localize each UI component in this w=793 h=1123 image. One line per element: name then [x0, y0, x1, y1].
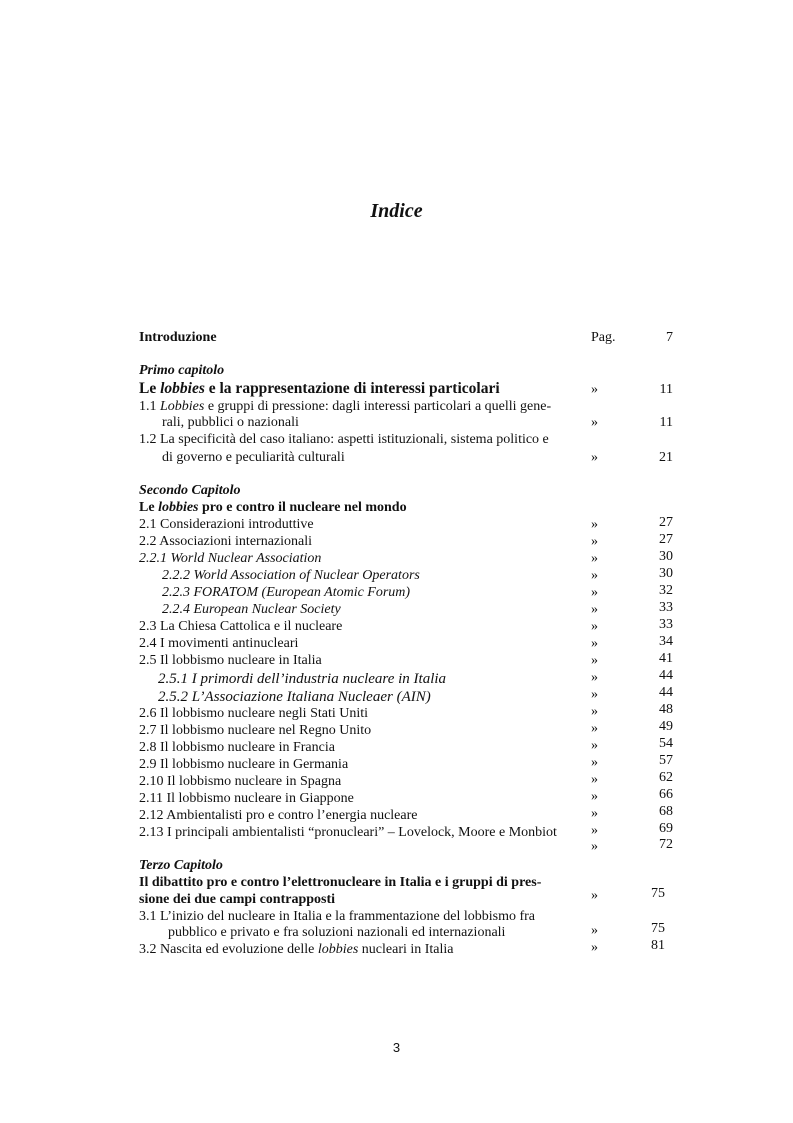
- toc-entry-marker: »: [591, 789, 598, 804]
- toc-entry-marker: »: [591, 721, 598, 736]
- chapter3-heading: [139, 858, 679, 874]
- toc-entry: [139, 653, 679, 669]
- chapter3-title-line1: [139, 875, 679, 891]
- page-number: 3: [392, 1040, 401, 1055]
- chapter2-title-c: pro e contro il nucleare nel mondo: [198, 500, 407, 515]
- toc-entry-page: 54: [659, 736, 673, 751]
- toc-entry-text: 2.4 I movimenti antinucleari: [139, 636, 299, 651]
- toc-entry-extra-marker: »: [591, 839, 598, 854]
- toc-entry-page: 57: [659, 753, 673, 768]
- section-3-1-marker: »: [591, 923, 598, 938]
- toc-entry-text: 2.2.1 World Nuclear Association: [139, 551, 322, 566]
- toc-entry-text: 2.5 Il lobbismo nucleare in Italia: [139, 653, 322, 668]
- toc-entry-page: 49: [659, 719, 673, 734]
- toc-entry-text: 2.3 La Chiesa Cattolica e il nucleare: [139, 619, 343, 634]
- section-3-2-b: lobbies: [317, 942, 359, 957]
- toc-entry-marker: »: [591, 551, 598, 566]
- toc-entry-marker: »: [591, 687, 598, 702]
- section-1-1-line2: [162, 415, 702, 431]
- toc-entry: [139, 534, 679, 550]
- page-title: Indice: [370, 200, 423, 222]
- chapter2-title-a: Le: [139, 500, 159, 515]
- toc-entry-page: 44: [659, 668, 673, 683]
- toc-entry-text: 2.7 Il lobbismo nucleare nel Regno Unito: [139, 723, 372, 738]
- toc-entry-page: 62: [659, 770, 673, 785]
- toc-entry-marker: »: [591, 806, 598, 821]
- section-3-1-a: 3.1 L’inizio del nucleare in Italia e la frammentazione del lobbismo fra: [139, 909, 535, 924]
- toc-entry-page: 34: [659, 634, 673, 649]
- section-1-2-a: 1.2 La specificità del caso italiano: aspetti istituzionali, sistema politico e: [139, 432, 549, 447]
- toc-entry-text: 2.1 Considerazioni introduttive: [139, 517, 314, 532]
- chapter1-title-c: e la rappresentazione di interessi particolari: [204, 380, 500, 397]
- chapter3-title-a: Il dibattito pro e contro l’elettronucleare in Italia e i gruppi di pres-: [139, 875, 542, 890]
- section-1-2-line1: [139, 432, 679, 448]
- toc-entry-text: 2.2.3 FORATOM (European Atomic Forum): [162, 585, 411, 600]
- toc-entry-marker: »: [591, 738, 598, 753]
- toc-entry-page: 30: [659, 566, 673, 581]
- toc-entry-text: 2.6 Il lobbismo nucleare negli Stati Uniti: [139, 706, 369, 721]
- section-1-1-c: rali, pubblici o nazionali: [162, 415, 299, 430]
- section-3-2-page: 81: [651, 938, 665, 953]
- intro-page: 7: [666, 330, 673, 345]
- toc-entry-marker: »: [591, 517, 598, 532]
- toc-entry-page: 30: [659, 549, 673, 564]
- section-1-1-marker: »: [591, 415, 598, 430]
- chapter2-title: [139, 500, 679, 516]
- section-3-2-c: nucleari in Italia: [358, 942, 454, 957]
- toc-entry-page: 41: [659, 651, 673, 666]
- chapter2-title-b: lobbies: [158, 500, 199, 515]
- toc-entry-page: 33: [659, 600, 673, 615]
- chapter3-title-b: sione dei due campi contrapposti: [139, 892, 336, 907]
- section-3-2: [139, 942, 679, 958]
- toc-entry: [162, 568, 702, 584]
- toc-entry: [139, 808, 679, 824]
- toc-entry-page: 68: [659, 804, 673, 819]
- toc-entry-text: 2.2.4 European Nuclear Society: [162, 602, 341, 617]
- section-1-2-marker: »: [591, 450, 598, 465]
- toc-entry-text: 2.8 Il lobbismo nucleare in Francia: [139, 740, 335, 755]
- toc-entry-marker: »: [591, 704, 598, 719]
- intro-label: Introduzione: [139, 330, 217, 345]
- chapter1-heading-text: Primo capitolo: [139, 363, 225, 378]
- toc-entry-marker: »: [591, 755, 598, 770]
- chapter3-title-page: 75: [651, 886, 665, 901]
- toc-entry-marker: »: [591, 585, 598, 600]
- toc-entry-marker: »: [591, 619, 598, 634]
- toc-entry: [139, 757, 679, 773]
- toc-entry-page: 69: [659, 821, 673, 836]
- toc-entry: [139, 774, 679, 790]
- chapter2-heading: [139, 483, 679, 499]
- section-1-2-line2: [162, 450, 702, 466]
- toc-entry-text: 2.10 Il lobbismo nucleare in Spagna: [139, 774, 342, 789]
- toc-entry: [139, 740, 679, 756]
- toc-entry: [162, 585, 702, 601]
- toc-entry: [158, 670, 698, 688]
- toc-entry-page: 27: [659, 532, 673, 547]
- section-1-2-b: di governo e peculiarità culturali: [162, 450, 345, 465]
- section-1-1-a: Lobbies: [160, 399, 205, 414]
- toc-entry-text: 2.2 Associazioni internazionali: [139, 534, 313, 549]
- toc-entry-page: 27: [659, 515, 673, 530]
- section-3-1-line1: [139, 909, 679, 925]
- toc-entry-marker: »: [591, 772, 598, 787]
- toc-entry-marker: »: [591, 568, 598, 583]
- toc-entry: [139, 825, 679, 841]
- toc-entry-text: 2.5.2 L’Associazione Italiana Nucleaer (AIN): [158, 689, 431, 705]
- chapter1-title-marker: »: [591, 382, 598, 397]
- toc-entry: [139, 551, 679, 567]
- toc-entry-page: 66: [659, 787, 673, 802]
- chapter1-heading: [139, 363, 679, 379]
- toc-entry-text: 2.5.1 I primordi dell’industria nucleare in Italia: [158, 671, 447, 687]
- section-3-1-b: pubblico e privato e fra soluzioni nazionali ed internazionali: [168, 925, 506, 940]
- toc-entry-page: 44: [659, 685, 673, 700]
- toc-entry-page: 48: [659, 702, 673, 717]
- toc-entry-page: 33: [659, 617, 673, 632]
- section-1-1-b: e gruppi di pressione: dagli interessi particolari a quelli gene-: [204, 399, 552, 414]
- toc-entry: [139, 706, 679, 722]
- chapter1-title: [139, 381, 679, 397]
- toc-entry-text: 2.9 Il lobbismo nucleare in Germania: [139, 757, 349, 772]
- toc-entry: [139, 636, 679, 652]
- toc-entry-text: 2.2.2 World Association of Nuclear Operators: [162, 568, 420, 583]
- section-3-1-line2: [168, 925, 708, 941]
- toc-entry-marker: »: [591, 534, 598, 549]
- chapter2-heading-text: Secondo Capitolo: [139, 483, 241, 498]
- toc-entry-marker: »: [591, 636, 598, 651]
- toc-entry-marker: »: [591, 823, 598, 838]
- toc-entry-text: 2.11 Il lobbismo nucleare in Giappone: [139, 791, 354, 806]
- toc-entry-marker: »: [591, 653, 598, 668]
- chapter1-title-a: Le: [139, 380, 161, 397]
- toc-entry-marker: »: [591, 602, 598, 617]
- toc-entry-text: 2.13 I principali ambientalisti “pronucleari” – Lovelock, Moore e Monbiot: [139, 825, 557, 840]
- section-3-2-marker: »: [591, 940, 598, 955]
- chapter3-title-marker: »: [591, 888, 598, 903]
- section-3-1-page: 75: [651, 921, 665, 936]
- chapter1-title-page: 11: [659, 382, 673, 397]
- toc-entry: [162, 602, 702, 618]
- chapter1-title-b: lobbies: [160, 380, 205, 397]
- chapter3-title-line2: [139, 892, 679, 908]
- section-1-2-page: 21: [659, 450, 673, 465]
- section-1-1-line1: [139, 399, 679, 415]
- toc-entry-extra-page: 72: [659, 837, 673, 852]
- section-3-2-a: 3.2 Nascita ed evoluzione delle: [139, 942, 318, 957]
- intro-marker: Pag.: [591, 330, 616, 345]
- toc-entry: [158, 688, 698, 706]
- chapter3-heading-text: Terzo Capitolo: [139, 858, 223, 873]
- toc-entry-text: 2.12 Ambientalisti pro e contro l’energia nucleare: [139, 808, 418, 823]
- toc-entry-marker: »: [591, 670, 598, 685]
- toc-entry: [139, 723, 679, 739]
- toc-entry-page: 32: [659, 583, 673, 598]
- toc-entry: [139, 619, 679, 635]
- toc-entry: [139, 517, 679, 533]
- section-1-1-num: 1.1: [139, 399, 160, 414]
- section-1-1-page: 11: [659, 415, 673, 430]
- toc-entry: [139, 791, 679, 807]
